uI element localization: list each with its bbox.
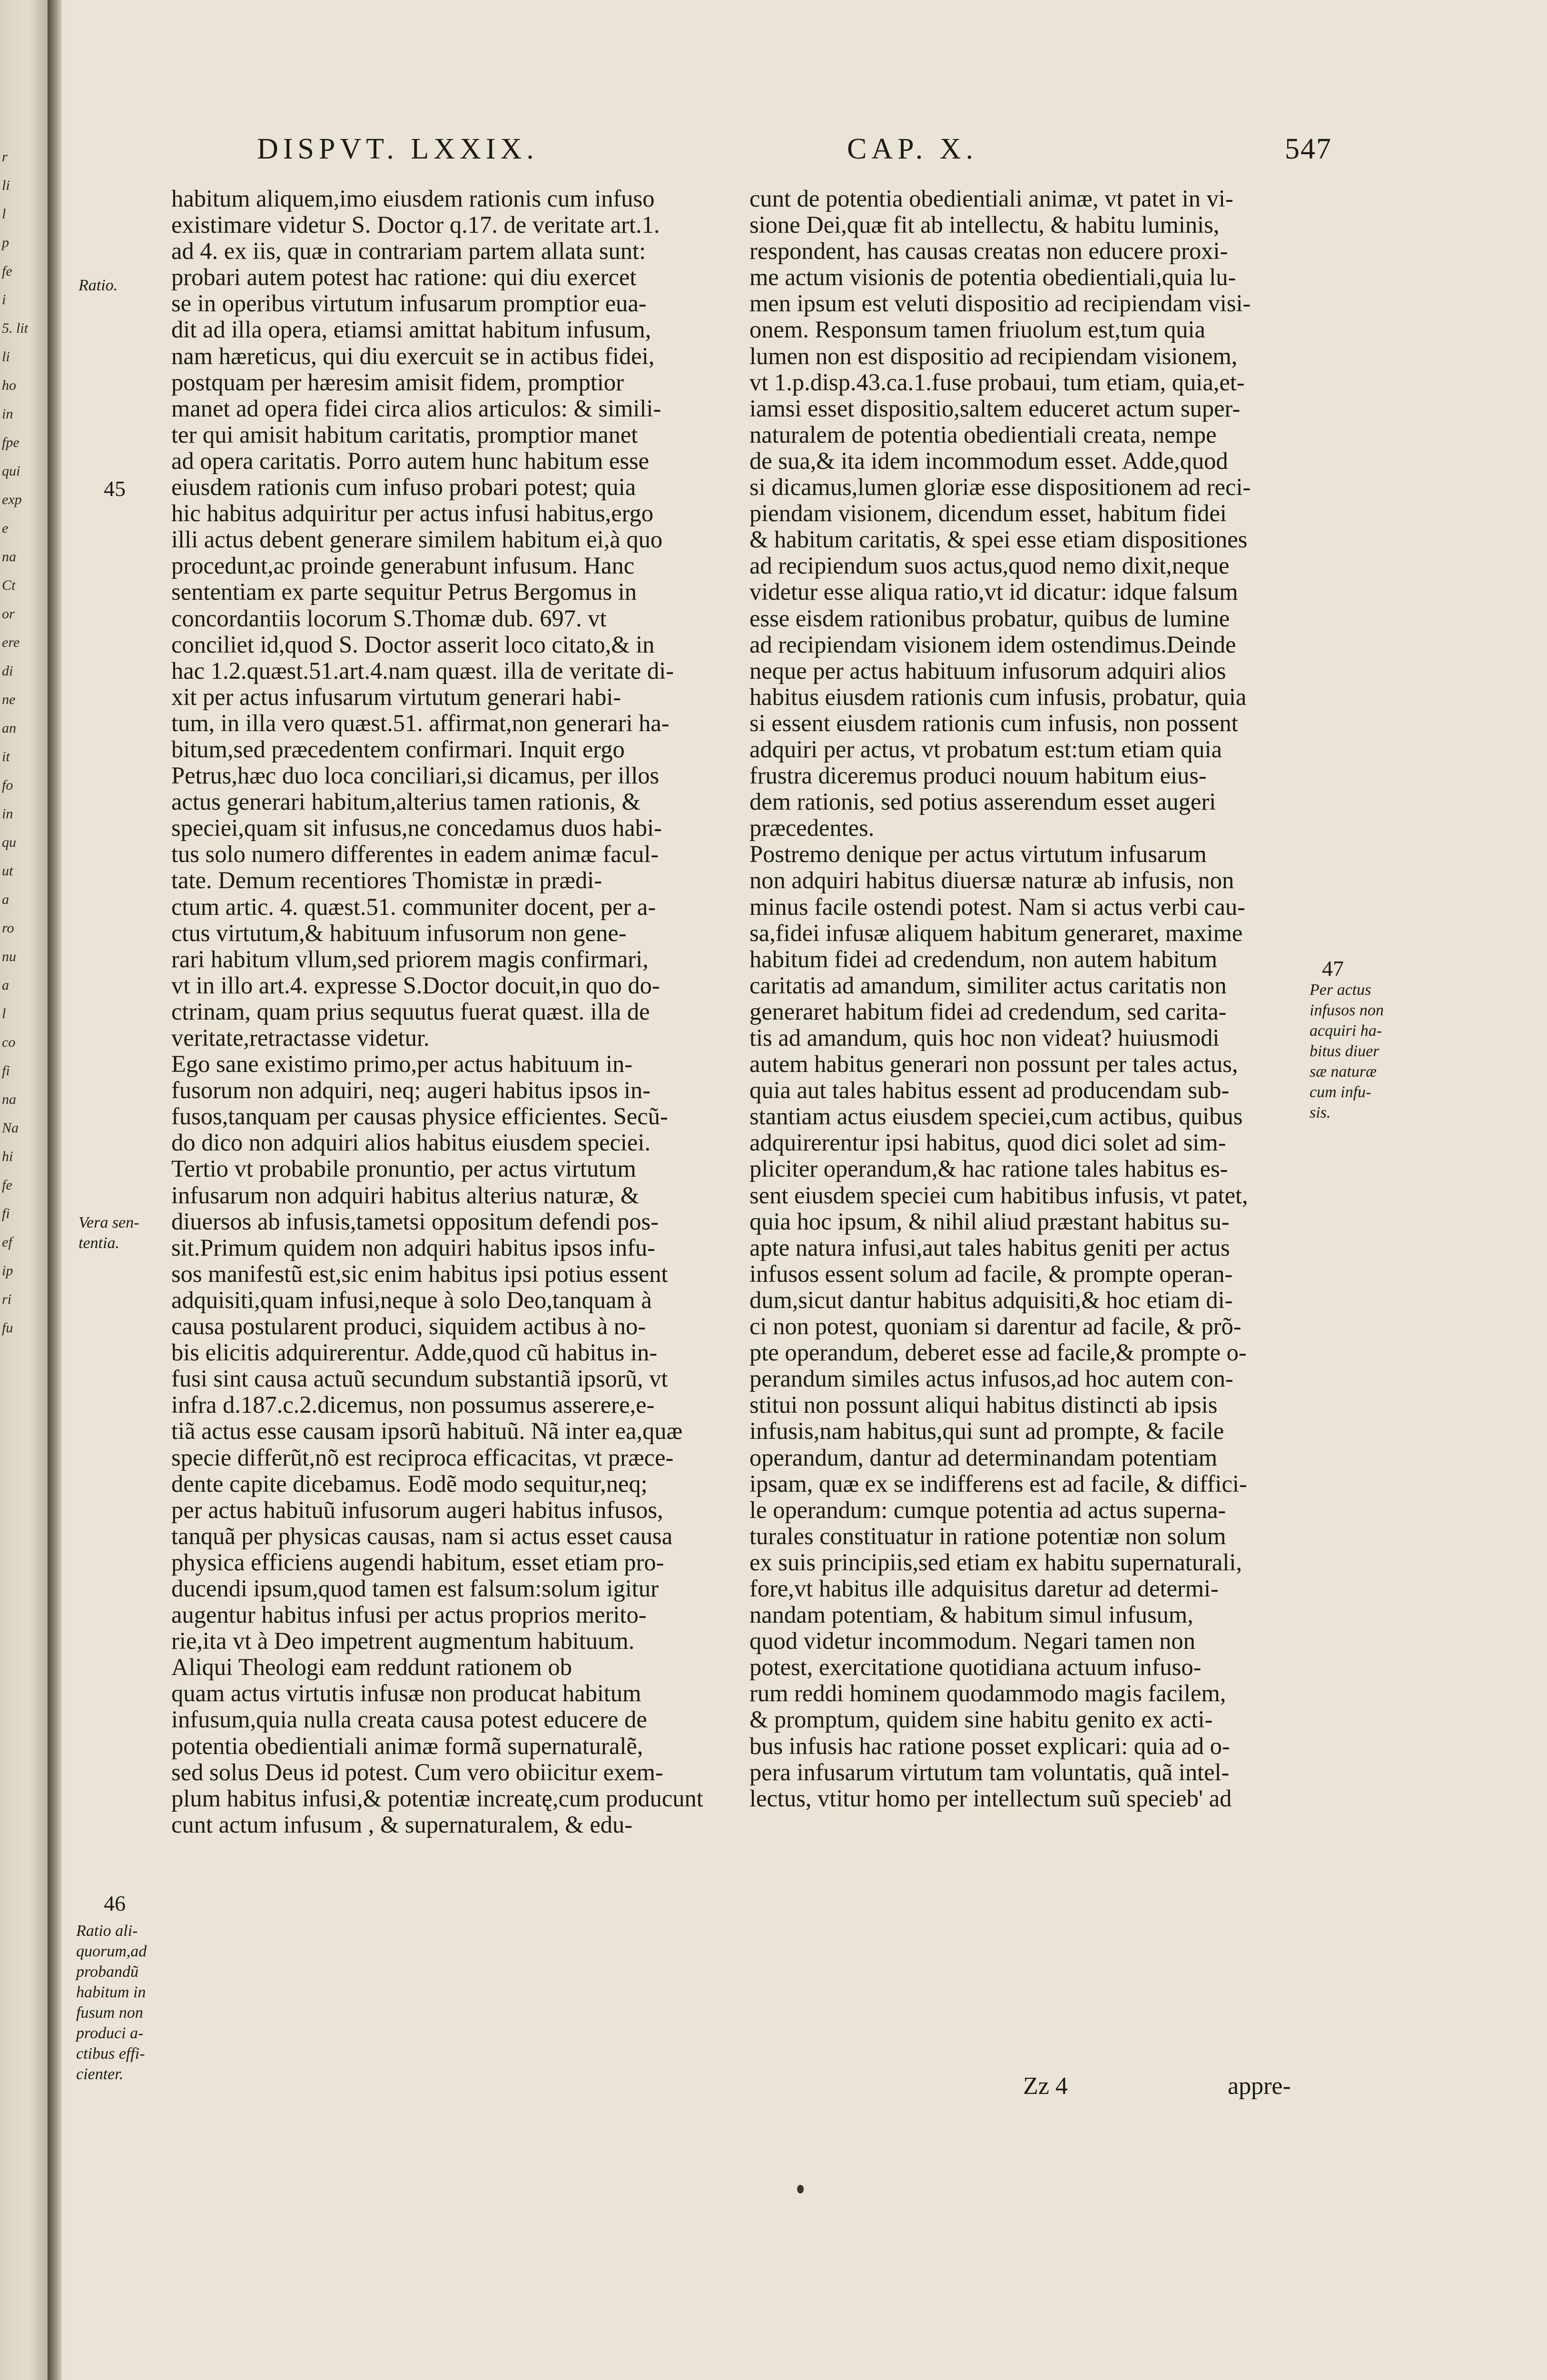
text-line: conciliet id,quod S. Doctor asserit loco citato,& in <box>171 631 655 658</box>
text-line: postquam per hæresim amisit fidem, promptior <box>171 368 624 396</box>
facing-page-fragment: qui <box>2 463 20 479</box>
text-line: caritatis ad amandum, similiter actus caritatis non <box>749 972 1227 999</box>
margin-note-line: cienter. <box>76 2065 124 2083</box>
margin-note-line: cum infu- <box>1310 1083 1371 1101</box>
facing-page-fragment: na <box>2 1091 16 1107</box>
text-line: præcedentes. <box>749 814 875 842</box>
facing-page-fragment: ef <box>2 1234 12 1250</box>
facing-page-fragment: hi <box>2 1149 13 1164</box>
text-line: cunt actum infusum , & supernaturalem, & edu- <box>171 1811 633 1838</box>
margin-note-line: sis. <box>1310 1104 1331 1121</box>
text-line: tate. Demum recentiores Thomistæ in prædi- <box>171 867 602 894</box>
facing-page-fragment: ho <box>2 377 16 393</box>
margin-note-line: acquiri ha- <box>1310 1022 1382 1040</box>
text-line: bus infusis hac ratione posset explicari: quia ad o- <box>749 1732 1230 1759</box>
text-line: sione Dei,quæ fit ab intellectu, & habitu luminis, <box>749 211 1220 238</box>
text-line: Ego sane existimo primo,per actus habituum in- <box>171 1051 633 1078</box>
facing-page-fragment: a <box>2 977 9 993</box>
ink-spot <box>797 2185 804 2193</box>
facing-page-fragment: co <box>2 1034 16 1050</box>
text-line: bitum,sed præcedentem confirmari. Inquit ergo <box>171 735 625 763</box>
facing-page-fragment: exp <box>2 492 22 507</box>
facing-page-fragment: ip <box>2 1263 13 1279</box>
text-line: si dicamus,lumen gloriæ esse dispositionem ad reci- <box>749 474 1251 501</box>
text-line: manet ad opera fidei circa alios articulos: & simili- <box>171 395 661 422</box>
text-line: stantiam actus eiusdem speciei,cum actibus, quibus <box>749 1103 1243 1130</box>
facing-page-fragment: in <box>2 406 13 422</box>
text-line: quia aut tales habitus essent ad producendam sub- <box>749 1077 1230 1104</box>
facing-page-fragment: e <box>2 520 9 536</box>
text-line: fusi sint causa actuũ secundum substantiã ipsorũ, vt <box>171 1365 668 1392</box>
text-line: per actus habituũ infusorum augeri habitus infusos, <box>171 1496 663 1523</box>
text-line: ad recipiendam visionem idem ostendimus.Deinde <box>749 631 1236 658</box>
facing-page-fragment: Na <box>2 1120 19 1136</box>
text-line: habitum fidei ad credendum, non autem habitum <box>749 945 1218 972</box>
facing-page-fragment: li <box>2 349 10 365</box>
text-line: ter qui amisit habitum caritatis, promptior manet <box>171 421 638 448</box>
text-line: ci non potest, quoniam si darentur ad facile, & prõ- <box>749 1313 1242 1340</box>
text-line: adquirerentur ipsi habitus, quod dici solet ad sim- <box>749 1129 1226 1156</box>
margin-note-ratio <box>79 275 118 296</box>
text-line: perandum similes actus infusos,ad hoc autem con- <box>749 1365 1233 1392</box>
margin-note-line: fusum non <box>76 2004 143 2022</box>
text-line: iamsi esset dispositio,saltem educeret actum super- <box>749 395 1241 422</box>
text-line: infra d.187.c.2.dicemus, non possumus asserere,e- <box>171 1391 655 1418</box>
text-line: me actum visionis de potentia obedientiali,quia lu- <box>749 264 1236 291</box>
text-line: causa postularent produci, siquidem actibus à no- <box>171 1313 646 1340</box>
text-line: do dico non adquiri alios habitus eiusdem speciei. <box>171 1129 650 1156</box>
margin-note-vera-sententia <box>79 1212 139 1253</box>
text-line: nandam potentiam, & habitum simul infusum, <box>749 1601 1193 1628</box>
page-number: 547 <box>1285 133 1332 165</box>
facing-page-fragment: ro <box>2 920 14 936</box>
margin-note-line: habitum in <box>76 1983 146 2001</box>
text-line: sed solus Deus id potest. Cum vero obiicitur exem- <box>171 1758 663 1785</box>
text-line: rum reddi hominem quodammodo magis facilem, <box>749 1680 1226 1707</box>
text-line: tis ad amandum, quis hoc non videat? huiusmodi <box>749 1024 1220 1051</box>
text-line: ad recipiendum suos actus,quod nemo dixit,neque <box>749 552 1230 579</box>
text-line: dum,sicut dantur habitus adquisiti,& hoc etiam di- <box>749 1286 1233 1313</box>
text-line: generaret habitum fidei ad credendum, sed carita- <box>749 998 1227 1025</box>
facing-page-fragment: i <box>2 292 6 307</box>
margin-note-line: sæ naturæ <box>1310 1063 1377 1081</box>
text-line: Tertio vt probabile pronuntio, per actus virtutum <box>171 1155 636 1182</box>
facing-page-text <box>0 143 28 1342</box>
facing-page-fragment: in <box>2 806 13 822</box>
margin-number-46: 46 <box>104 1891 126 1915</box>
text-line: quod videtur incommodum. Negari tamen non <box>749 1627 1195 1655</box>
text-line: & habitum caritatis, & spei esse etiam dispositiones <box>749 526 1248 553</box>
margin-note-ratio-text: Ratio. <box>79 277 118 294</box>
text-line: stitui non possunt aliqui habitus distincti ab ipsis <box>749 1391 1218 1418</box>
facing-page-fragment: it <box>2 749 10 764</box>
text-line: quia hoc ipsum, & nihil aliud præstant habitus su- <box>749 1208 1230 1235</box>
text-line: pliciter operandum,& hac ratione tales habitus es- <box>749 1155 1228 1182</box>
margin-note-per-actus <box>1310 980 1384 1123</box>
text-line: apte natura infusi,aut tales habitus geniti per actus <box>749 1234 1230 1261</box>
text-line: existimare videtur S. Doctor q.17. de veritate art.1. <box>171 211 660 238</box>
catchword: appre- <box>1228 2073 1291 2100</box>
facing-page-fragment: a <box>2 892 9 907</box>
text-line: naturalem de potentia obedientiali creata, nempe <box>749 421 1217 448</box>
text-line: veritate,retractasse videtur. <box>171 1024 430 1051</box>
facing-page-fragment: qu <box>2 834 16 850</box>
text-line: ad 4. ex iis, quæ in contrariam partem allata sunt: <box>171 238 646 265</box>
text-line: cunt de potentia obedientiali animæ, vt patet in vi- <box>749 185 1233 212</box>
text-line: hac 1.2.quæst.51.art.4.nam quæst. illa de veritate di- <box>171 657 674 684</box>
text-line: rari habitum vllum,sed priorem magis confirmari, <box>171 945 649 972</box>
text-line: ctum artic. 4. quæst.51. communiter docent, per a- <box>171 893 656 920</box>
text-line: ad opera caritatis. Porro autem hunc habitum esse <box>171 447 650 474</box>
text-line: tiã actus esse causam ipsorũ habituũ. Nã inter ea,quæ <box>171 1418 683 1445</box>
text-line: augentur habitus infusi per actus proprios merito- <box>171 1601 647 1628</box>
facing-page-fragment: di <box>2 663 13 679</box>
facing-page-fragment: or <box>2 606 15 622</box>
text-line: lectus, vtitur homo per intellectum suũ specieb' ad <box>749 1785 1232 1812</box>
text-line: frustra diceremus produci nouum habitum eius- <box>749 762 1207 789</box>
text-line: dente capite dicebamus. Eodẽ modo sequitur,neq; <box>171 1470 648 1497</box>
text-line: physica efficiens augendi habitum, esset etiam pro- <box>171 1548 664 1576</box>
running-head-disputation: DISPVT. LXXIX. <box>257 133 539 165</box>
text-line: men ipsum est veluti dispositio ad recipiendam visi- <box>749 290 1251 317</box>
text-line: procedunt,ac proinde generabunt infusum. Hanc <box>171 552 635 579</box>
text-line: fusorum non adquiri, neq; augeri habitus ipsos in- <box>171 1077 651 1104</box>
margin-note-line: produci a- <box>76 2024 144 2042</box>
facing-page-fragment: Ct <box>2 577 16 593</box>
text-line: fusos,tanquam per causas physice efficientes. Secũ- <box>171 1103 668 1130</box>
text-line: potentia obedientiali animæ formã supernaturalẽ, <box>171 1732 643 1759</box>
text-line: adquisiti,quam infusi,neque à solo Deo,tanquam à <box>171 1286 652 1313</box>
text-line: infusarum non adquiri habitus alterius naturæ, & <box>171 1181 640 1209</box>
text-line: dit ad illa opera, etiamsi amittat habitum infusum, <box>171 316 651 343</box>
text-line: Petrus,hæc duo loca conciliari,si dicamus, per illos <box>171 762 660 789</box>
text-line: hic habitus adquiritur per actus infusi habitus,ergo <box>171 500 654 527</box>
margin-note-line: quorum,ad <box>76 1943 147 1960</box>
text-line: habitus eiusdem rationis cum infusis, probatur, quia <box>749 683 1247 710</box>
text-line: dem rationis, sed potius asserendum esset augeri <box>749 788 1216 815</box>
facing-page-fragment: fe <box>2 1177 12 1193</box>
text-line: sa,fidei infusæ aliquem habitum generaret, maxime <box>749 919 1243 946</box>
facing-page-fragment: r <box>2 149 8 165</box>
margin-note-line: Vera sen- <box>79 1214 139 1231</box>
running-head-chapter: CAP. X. <box>847 133 978 165</box>
text-line: eiusdem rationis cum infuso probari potest; quia <box>171 474 636 501</box>
margin-note-line: Ratio ali- <box>76 1922 138 1940</box>
facing-page-fragment: fe <box>2 263 12 279</box>
facing-page-fragment: ri <box>2 1291 12 1307</box>
facing-page-fragment: 5. lit <box>2 320 29 336</box>
page-fold-shadow <box>48 0 62 2380</box>
facing-page-fragment: na <box>2 549 16 565</box>
text-line: bis elicitis adquirerentur. Adde,quod cũ habitus in- <box>171 1339 658 1366</box>
facing-page-fragment: p <box>2 235 9 250</box>
text-line: ctrinam, quam prius sequutus fuerat quæst. illa de <box>171 998 650 1025</box>
facing-page-edge <box>0 0 48 2380</box>
text-line: nam hæreticus, qui diu exercuit se in actibus fidei, <box>171 342 655 369</box>
margin-note-line: Per actus <box>1310 981 1371 999</box>
margin-note-line: probandũ <box>76 1963 138 1981</box>
text-line: lumen non est dispositio ad recipiendam visionem, <box>749 342 1238 369</box>
text-line: piendam visionem, dicendum esset, habitum fidei <box>749 500 1227 527</box>
margin-note-line: infusos non <box>1310 1002 1384 1019</box>
text-line: ducendi ipsum,quod tamen est falsum:solum igitur <box>171 1575 659 1602</box>
text-line: tanquã per physicas causas, nam si actus esset causa <box>171 1522 673 1549</box>
text-line: autem habitus generari non possunt per tales actus, <box>749 1051 1238 1078</box>
text-line: tum, in illa vero quæst.51. affirmat,non generari ha- <box>171 709 670 736</box>
text-line: respondent, has causas creatas non educere proxi- <box>749 238 1228 265</box>
text-line: diuersos ab infusis,tametsi oppositum defendi pos- <box>171 1208 659 1235</box>
text-line: pte operandum, deberet esse ad facile,& prompte o- <box>749 1339 1247 1366</box>
facing-page-fragment: l <box>2 206 6 222</box>
text-line: neque per actus habituum infusorum adquiri alios <box>749 657 1226 684</box>
text-line: de sua,& ita idem incommodum esset. Adde,quod <box>749 447 1228 474</box>
text-line: & promptum, quidem sine habitu genito ex acti- <box>749 1706 1213 1733</box>
text-line: adquiri per actus, vt probatum est:tum etiam quia <box>749 735 1222 763</box>
facing-page-fragment: fi <box>2 1206 10 1221</box>
text-line: esse eisdem rationibus probatur, quibus de lumine <box>749 605 1230 632</box>
text-line: videtur esse aliqua ratio,vt id dicatur: idque falsum <box>749 578 1238 605</box>
text-line: plum habitus infusi,& potentiæ increatę,cum producunt <box>171 1785 703 1812</box>
facing-page-fragment: nu <box>2 949 16 964</box>
text-line: Aliqui Theologi eam reddunt rationem ob <box>171 1654 572 1681</box>
left-text-column <box>171 186 728 1838</box>
text-line: probari autem potest hac ratione: qui diu exercet <box>171 264 637 291</box>
facing-page-fragment: fu <box>2 1320 13 1336</box>
text-line: se in operibus virtutum infusarum promptior eua- <box>171 290 647 317</box>
margin-number-47: 47 <box>1322 956 1344 981</box>
margin-note-ratio-aliquorum <box>76 1921 147 2084</box>
text-line: infusum,quia nulla creata causa potest educere de <box>171 1706 647 1733</box>
margin-number-45: 45 <box>104 476 126 501</box>
facing-page-fragment: ut <box>2 863 13 879</box>
facing-page-fragment: li <box>2 178 10 193</box>
text-line: xit per actus infusarum virtutum generari habi- <box>171 683 621 710</box>
text-line: specie differũt,nõ est reciproca efficacitas, vt præce- <box>171 1444 674 1471</box>
right-text-column <box>749 186 1304 1812</box>
text-line: operandum, dantur ad determinandam potentiam <box>749 1444 1218 1471</box>
text-line: rie,ita vt à Deo impetrent augmentum habituum. <box>171 1627 635 1655</box>
facing-page-fragment: an <box>2 720 16 736</box>
text-line: actus generari habitum,alterius tamen rationis, & <box>171 788 640 815</box>
text-line: quam actus virtutis infusæ non producat habitum <box>171 1680 641 1707</box>
text-line: tus solo numero differentes in eadem animæ facul- <box>171 841 659 868</box>
text-line: vt 1.p.disp.43.ca.1.fuse probaui, tum etiam, quia,et- <box>749 368 1245 396</box>
text-line: sit.Primum quidem non adquiri habitus ipsos infu- <box>171 1234 655 1261</box>
margin-note-line: tentia. <box>79 1234 119 1252</box>
text-line: ipsam, quæ ex se indifferens est ad facile, & diffici- <box>749 1470 1247 1497</box>
text-line: pera infusarum virtutum tam voluntatis, quã intel- <box>749 1758 1230 1785</box>
margin-note-line: bitus diuer <box>1310 1042 1379 1060</box>
text-line: infusis,nam habitus,qui sunt ad prompte, & facile <box>749 1418 1224 1445</box>
text-line: non adquiri habitus diuersæ naturæ ab infusis, non <box>749 867 1234 894</box>
text-line: minus facile ostendi potest. Nam si actus verbi cau- <box>749 893 1245 920</box>
text-line: onem. Responsum tamen friuolum est,tum quia <box>749 316 1205 343</box>
text-line: sos manifestũ est,sic enim habitus ipsi potius essent <box>171 1260 668 1287</box>
text-line: turales constituatur in ratione potentiæ non solum <box>749 1522 1226 1549</box>
text-line: habitum aliquem,imo eiusdem rationis cum infuso <box>171 185 655 212</box>
text-line: speciei,quam sit infusus,ne concedamus duos habi- <box>171 814 662 842</box>
text-line: sententiam ex parte sequitur Petrus Bergomus in <box>171 578 637 605</box>
facing-page-fragment: ne <box>2 692 16 707</box>
text-line: le operandum: cumque potentia ad actus superna- <box>749 1496 1226 1523</box>
text-line: sent eiusdem speciei cum habitibus infusis, vt patet, <box>749 1181 1248 1209</box>
text-line: potest, exercitatione quotidiana actuum infuso- <box>749 1654 1202 1681</box>
text-line: illi actus debent generare similem habitum ei,à quo <box>171 526 663 553</box>
text-line: si essent eiusdem rationis cum infusis, non possent <box>749 709 1238 736</box>
facing-page-fragment: fo <box>2 777 13 793</box>
text-line: ex suis principiis,sed etiam ex habitu supernaturali, <box>749 1548 1242 1576</box>
text-line: concordantiis locorum S.Thomæ dub. 697. vt <box>171 605 607 632</box>
facing-page-fragment: l <box>2 1006 6 1021</box>
signature-mark: Zz 4 <box>1023 2073 1068 2100</box>
text-line: fore,vt habitus ille adquisitus daretur ad determi- <box>749 1575 1219 1602</box>
margin-note-line: ctibus effi- <box>76 2045 145 2063</box>
facing-page-fragment: fi <box>2 1063 10 1079</box>
text-line: Postremo denique per actus virtutum infusarum <box>749 841 1207 868</box>
facing-page-fragment: ere <box>2 635 20 650</box>
running-head <box>157 132 1332 185</box>
text-line: infusos essent solum ad facile, & prompte operan- <box>749 1260 1233 1287</box>
text-line: ctus virtutum,& habituum infusorum non gene- <box>171 919 627 946</box>
facing-page-fragment: fpe <box>2 435 20 450</box>
text-line: vt in illo art.4. expresse S.Doctor docuit,in quo do- <box>171 972 660 999</box>
